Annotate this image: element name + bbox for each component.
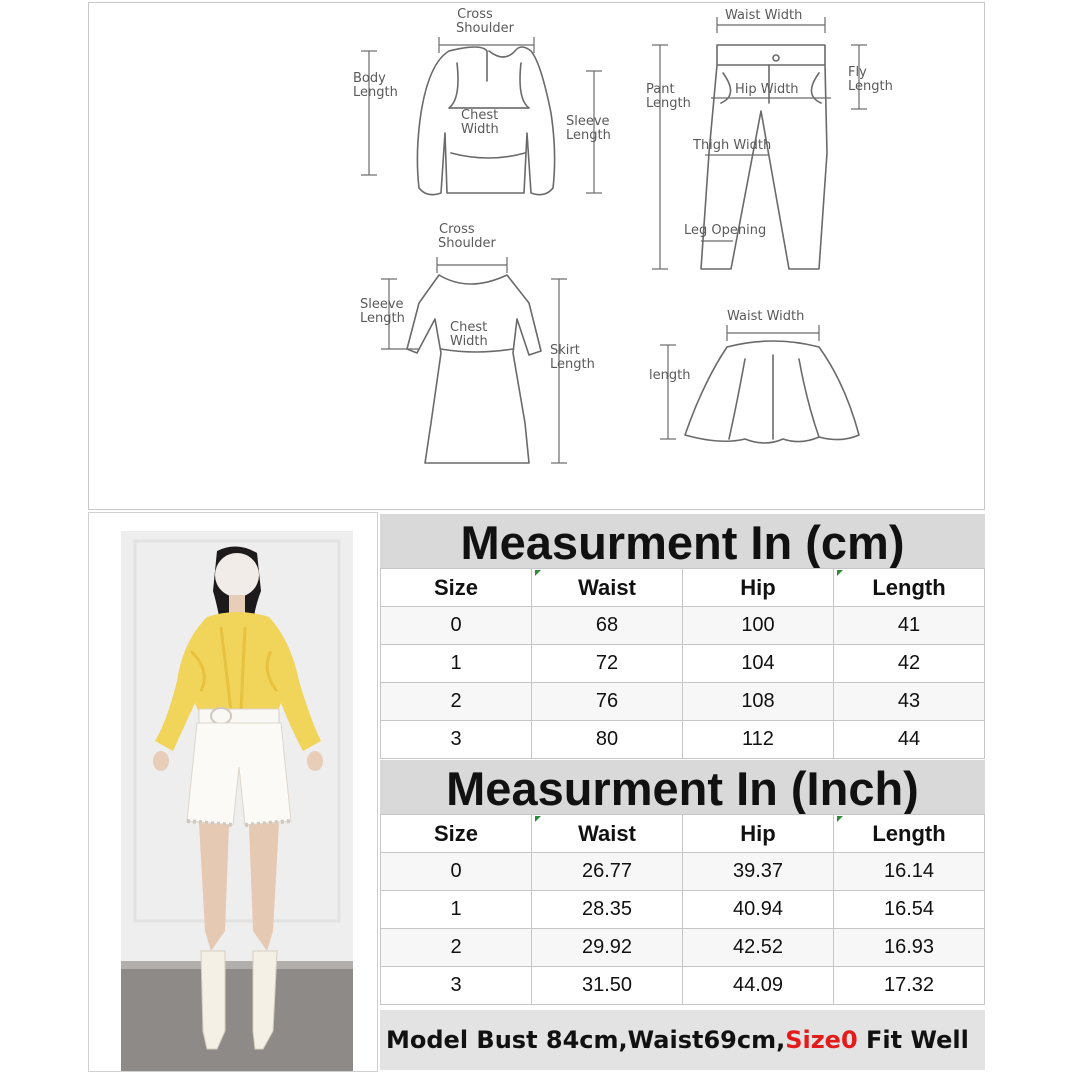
cell-hip: 39.37 bbox=[683, 853, 834, 891]
cell-length: 16.93 bbox=[834, 929, 985, 967]
model-photo-illustration bbox=[121, 531, 353, 1071]
dress-waist-line bbox=[441, 349, 513, 352]
cell-waist: 26.77 bbox=[532, 853, 683, 891]
top-body-length-label-1: Body bbox=[353, 71, 386, 86]
model-fit-note-prefix: Model Bust 84cm,Waist69cm, bbox=[386, 1026, 786, 1054]
table-row bbox=[381, 645, 985, 683]
skirt-fold-lines bbox=[729, 355, 819, 439]
pants-length-label-1: Pant bbox=[646, 82, 675, 97]
pants-diagram bbox=[646, 8, 893, 269]
skirt-length-label: length bbox=[649, 368, 691, 383]
table-inch bbox=[380, 814, 985, 1005]
dress-skirt-length-label-2: Length bbox=[550, 357, 595, 372]
cell-waist: 80 bbox=[532, 721, 683, 759]
table-inch-title: Measurment In (Inch) bbox=[380, 760, 985, 814]
dress-sleeve-length-label-1: Sleeve bbox=[360, 297, 404, 312]
cell-length: 43 bbox=[834, 683, 985, 721]
cell-hip: 104 bbox=[683, 645, 834, 683]
dress-chest-width-label-1: Chest bbox=[450, 320, 488, 335]
header-hip: Hip bbox=[683, 569, 834, 607]
cell-length: 17.32 bbox=[834, 967, 985, 1005]
dress-diagram bbox=[360, 222, 595, 463]
dress-skirt-length-label-1: Skirt bbox=[550, 343, 580, 358]
skirt-outline bbox=[685, 341, 859, 443]
cell-size: 2 bbox=[381, 683, 532, 721]
table-row bbox=[381, 853, 985, 891]
pants-hip-width-label: Hip Width bbox=[735, 82, 799, 97]
cell-hip: 112 bbox=[683, 721, 834, 759]
cell-length: 16.54 bbox=[834, 891, 985, 929]
dress-cross-shoulder-label-1: Cross bbox=[439, 222, 475, 237]
cell-size: 3 bbox=[381, 967, 532, 1005]
cell-waist: 28.35 bbox=[532, 891, 683, 929]
header-size: Size bbox=[381, 815, 532, 853]
table-cm bbox=[380, 568, 985, 759]
skirt-diagram bbox=[649, 309, 859, 443]
cell-length: 42 bbox=[834, 645, 985, 683]
table-row bbox=[381, 967, 985, 1005]
model-photo bbox=[121, 531, 353, 1071]
top-sleeve-length-label-1: Sleeve bbox=[566, 114, 610, 129]
header-length: Length bbox=[834, 815, 985, 853]
header-hip: Hip bbox=[683, 815, 834, 853]
dress-cross-shoulder-label-2: Shoulder bbox=[438, 236, 496, 251]
table-cm-title: Measurment In (cm) bbox=[380, 514, 985, 568]
cell-size: 0 bbox=[381, 607, 532, 645]
table-row bbox=[381, 891, 985, 929]
table-row bbox=[381, 929, 985, 967]
model-fit-note-suffix: Fit Well bbox=[857, 1026, 969, 1054]
measurement-diagram-panel bbox=[88, 2, 985, 510]
dress-sleeve-length-label-2: Length bbox=[360, 311, 405, 326]
dress-outline bbox=[407, 275, 541, 463]
top-chest-width-label-1: Chest bbox=[461, 108, 499, 123]
dress-chest-width-label-2: Width bbox=[450, 334, 488, 349]
cell-waist: 31.50 bbox=[532, 967, 683, 1005]
cell-size: 1 bbox=[381, 891, 532, 929]
table-row bbox=[381, 721, 985, 759]
measurement-diagrams bbox=[89, 3, 986, 511]
cell-waist: 68 bbox=[532, 607, 683, 645]
cell-hip: 44.09 bbox=[683, 967, 834, 1005]
cell-size: 0 bbox=[381, 853, 532, 891]
cell-hip: 40.94 bbox=[683, 891, 834, 929]
header-size: Size bbox=[381, 569, 532, 607]
pants-thigh-width-label: Thigh Width bbox=[693, 138, 772, 153]
cell-length: 44 bbox=[834, 721, 985, 759]
model-fit-size-highlight: Size0 bbox=[785, 1026, 858, 1054]
pants-button bbox=[773, 55, 779, 61]
header-length: Length bbox=[834, 569, 985, 607]
cell-length: 41 bbox=[834, 607, 985, 645]
skirt-waist-width-label: Waist Width bbox=[727, 309, 805, 324]
table-header-row bbox=[381, 815, 985, 853]
pants-fly-length-label-1: Fly bbox=[848, 65, 867, 80]
table-row bbox=[381, 683, 985, 721]
cell-size: 3 bbox=[381, 721, 532, 759]
size-tables bbox=[380, 514, 985, 1072]
model-photo-frame bbox=[88, 512, 378, 1072]
cell-hip: 42.52 bbox=[683, 929, 834, 967]
top-cross-shoulder-label-1: Cross bbox=[457, 7, 493, 22]
face-blur bbox=[215, 553, 259, 597]
cell-size: 1 bbox=[381, 645, 532, 683]
table-row bbox=[381, 607, 985, 645]
cell-waist: 72 bbox=[532, 645, 683, 683]
cell-waist: 76 bbox=[532, 683, 683, 721]
pants-fly-length-label-2: Length bbox=[848, 79, 893, 94]
cell-hip: 108 bbox=[683, 683, 834, 721]
pants-waist-width-label: Waist Width bbox=[725, 8, 803, 23]
left-boot bbox=[201, 951, 225, 1049]
header-waist: Waist bbox=[532, 569, 683, 607]
pants-leg-opening-label: Leg Opening bbox=[684, 223, 767, 238]
table-header-row bbox=[381, 569, 985, 607]
top-chest-width-label-2: Width bbox=[461, 122, 499, 137]
cell-size: 2 bbox=[381, 929, 532, 967]
top-body-length-label-2: Length bbox=[353, 85, 398, 100]
cell-hip: 100 bbox=[683, 607, 834, 645]
cell-waist: 29.92 bbox=[532, 929, 683, 967]
top-sleeve-length-label-2: Length bbox=[566, 128, 611, 143]
top-garment-diagram bbox=[353, 7, 611, 195]
cell-length: 16.14 bbox=[834, 853, 985, 891]
top-cross-shoulder-label-2: Shoulder bbox=[456, 21, 514, 36]
pants-length-label-2: Length bbox=[646, 96, 691, 111]
model-fit-note bbox=[380, 1010, 985, 1070]
header-waist: Waist bbox=[532, 815, 683, 853]
